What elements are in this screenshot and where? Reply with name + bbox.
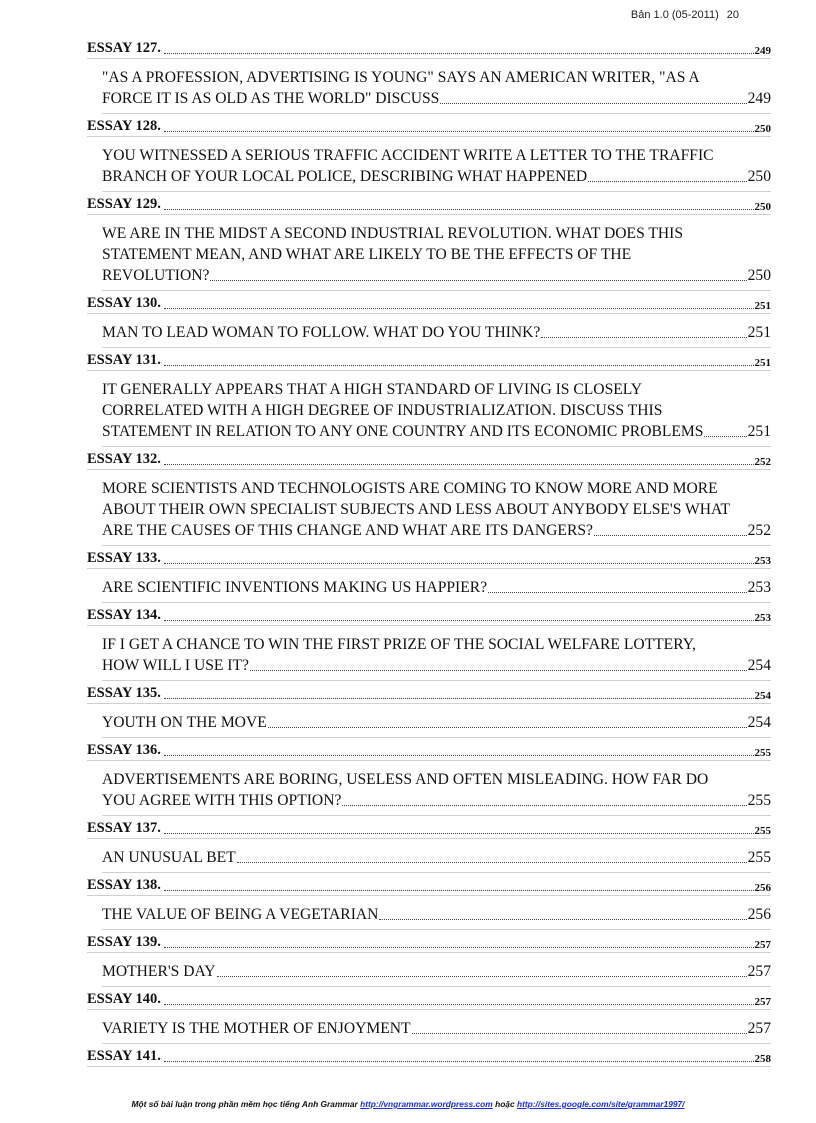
title-line-last (102, 961, 771, 982)
title-page-number: 257 (747, 1020, 771, 1037)
dot-leader (594, 535, 747, 536)
toc-essay-title[interactable] (102, 896, 771, 930)
dot-leader (164, 464, 754, 465)
essay-label: ESSAY 133. (87, 550, 161, 566)
title-page-number: 250 (747, 168, 771, 185)
toc-essay-heading[interactable] (87, 546, 771, 569)
dot-leader (217, 976, 747, 977)
essay-page-number: 250 (754, 123, 771, 135)
dot-leader (164, 209, 754, 210)
title-text: FORCE IT IS AS OLD AS THE WORLD" DISCUSS (102, 90, 440, 107)
title-page-number: 252 (747, 522, 771, 539)
essay-label: ESSAY 135. (87, 685, 161, 701)
dot-leader (164, 131, 754, 132)
essay-label: ESSAY 138. (87, 877, 161, 893)
toc-essay-heading[interactable] (87, 447, 771, 470)
title-text: AN UNUSUAL BET (102, 849, 236, 866)
title-lines (102, 634, 771, 676)
title-line: ADVERTISEMENTS ARE BORING, USELESS AND OFTEN MISLEADING. HOW FAR DO (102, 771, 709, 788)
essay-label: ESSAY 141. (87, 1048, 161, 1064)
title-line-last (102, 166, 771, 187)
toc-essay-title[interactable] (102, 839, 771, 873)
title-lines (102, 67, 771, 109)
title-line-last (102, 790, 771, 811)
essay-page-number: 257 (754, 939, 771, 951)
dot-leader (588, 181, 746, 182)
title-line: "AS A PROFESSION, ADVERTISING IS YOUNG" SAYS AN AMERICAN WRITER, "AS A (102, 69, 700, 86)
essay-label: ESSAY 136. (87, 742, 161, 758)
toc-essay-title[interactable] (102, 371, 771, 447)
title-lines (102, 145, 771, 187)
toc-essay-heading[interactable] (87, 114, 771, 137)
dot-leader (164, 947, 754, 948)
toc-essay-title[interactable] (102, 59, 771, 114)
title-lines (102, 847, 771, 868)
essay-label: ESSAY 130. (87, 295, 161, 311)
toc-essay-title[interactable] (102, 704, 771, 738)
toc-essay-title[interactable] (102, 470, 771, 546)
toc-essay-title[interactable] (102, 314, 771, 348)
title-lines (102, 769, 771, 811)
version-label: Bản 1.0 (05-2011) (630, 9, 719, 21)
page-header (631, 9, 739, 21)
dot-leader (412, 1033, 747, 1034)
essay-label: ESSAY 137. (87, 820, 161, 836)
dot-leader (164, 1004, 754, 1005)
title-line-last (102, 520, 771, 541)
essay-page-number: 251 (754, 300, 771, 312)
title-line: STATEMENT MEAN, AND WHAT ARE LIKELY TO BE THE EFFECTS OF THE (102, 246, 632, 263)
essay-page-number: 257 (754, 996, 771, 1008)
title-line-last (102, 88, 771, 109)
footer-link-wordpress[interactable]: http://vngrammar.wordpress.com (360, 1099, 493, 1109)
toc-essay-heading[interactable] (87, 930, 771, 953)
title-line-last (102, 847, 771, 868)
title-page-number: 256 (747, 906, 771, 923)
title-line-last (102, 712, 771, 733)
title-text: MAN TO LEAD WOMAN TO FOLLOW. WHAT DO YOU THINK? (102, 324, 541, 341)
title-page-number: 250 (747, 267, 771, 284)
title-page-number: 251 (747, 324, 771, 341)
title-line-last (102, 1018, 771, 1039)
toc-essay-heading[interactable] (87, 192, 771, 215)
title-lines (102, 712, 771, 733)
essay-label: ESSAY 140. (87, 991, 161, 1007)
title-text: ARE SCIENTIFIC INVENTIONS MAKING US HAPPIER? (102, 579, 488, 596)
essay-label: ESSAY 132. (87, 451, 161, 467)
dot-leader (164, 890, 754, 891)
toc-essay-heading[interactable] (87, 348, 771, 371)
title-lines (102, 1018, 771, 1039)
essay-label: ESSAY 134. (87, 607, 161, 623)
toc-essay-title[interactable] (102, 626, 771, 681)
title-text: YOUTH ON THE MOVE (102, 714, 267, 731)
title-line-last (102, 265, 771, 286)
essay-label: ESSAY 131. (87, 352, 161, 368)
essay-page-number: 253 (754, 612, 771, 624)
title-page-number: 251 (747, 423, 771, 440)
title-line-last (102, 322, 771, 343)
dot-leader (164, 53, 754, 54)
title-lines (102, 577, 771, 598)
title-page-number: 255 (747, 792, 771, 809)
title-line: WE ARE IN THE MIDST A SECOND INDUSTRIAL REVOLUTION. WHAT DOES THIS (102, 225, 684, 242)
title-page-number: 257 (747, 963, 771, 980)
title-line-last (102, 421, 771, 442)
dot-leader (164, 563, 754, 564)
toc-essay-heading[interactable] (87, 681, 771, 704)
dot-leader (237, 862, 747, 863)
table-of-contents (87, 36, 771, 1067)
essay-page-number: 258 (754, 1053, 771, 1065)
essay-page-number: 250 (754, 201, 771, 213)
dot-leader (488, 592, 747, 593)
essay-label: ESSAY 139. (87, 934, 161, 950)
title-text: VARIETY IS THE MOTHER OF ENJOYMENT (102, 1020, 411, 1037)
footer-text: Một số bài luận trong phần mềm học tiếng Anh Grammar (131, 1099, 361, 1109)
title-text: STATEMENT IN RELATION TO ANY ONE COUNTRY AND ITS ECONOMIC PROBLEMS (102, 423, 704, 440)
dot-leader (164, 755, 754, 756)
title-text: YOU AGREE WITH THIS OPTION? (102, 792, 342, 809)
toc-essay-title[interactable] (102, 953, 771, 987)
title-line: IF I GET A CHANCE TO WIN THE FIRST PRIZE OF THE SOCIAL WELFARE LOTTERY, (102, 636, 696, 653)
title-line-last (102, 655, 771, 676)
essay-page-number: 251 (754, 357, 771, 369)
title-lines (102, 322, 771, 343)
title-text: ARE THE CAUSES OF THIS CHANGE AND WHAT ARE ITS DANGERS? (102, 522, 593, 539)
title-line: YOU WITNESSED A SERIOUS TRAFFIC ACCIDENT WRITE A LETTER TO THE TRAFFIC (102, 147, 714, 164)
essay-page-number: 256 (754, 882, 771, 894)
dot-leader (541, 337, 746, 338)
title-page-number: 255 (747, 849, 771, 866)
toc-essay-heading[interactable] (87, 1044, 771, 1067)
essay-label: ESSAY 129. (87, 196, 161, 212)
title-line: IT GENERALLY APPEARS THAT A HIGH STANDARD OF LIVING IS CLOSELY (102, 381, 642, 398)
dot-leader (164, 698, 754, 699)
toc-essay-heading[interactable] (87, 36, 771, 59)
essay-label: ESSAY 127. (87, 40, 161, 56)
page-footer (0, 1099, 816, 1109)
toc-essay-heading[interactable] (87, 291, 771, 314)
title-line: CORRELATED WITH A HIGH DEGREE OF INDUSTRIALIZATION. DISCUSS THIS (102, 402, 663, 419)
dot-leader (164, 833, 754, 834)
essay-label: ESSAY 128. (87, 118, 161, 134)
toc-essay-heading[interactable] (87, 603, 771, 626)
title-line: MORE SCIENTISTS AND TECHNOLOGISTS ARE COMING TO KNOW MORE AND MORE (102, 480, 718, 497)
toc-essay-heading[interactable] (87, 816, 771, 839)
title-page-number: 254 (747, 657, 771, 674)
dot-leader (342, 805, 746, 806)
title-page-number: 249 (747, 90, 771, 107)
title-lines (102, 478, 771, 541)
footer-link-google-sites[interactable]: http://sites.google.com/site/grammar1997/ (516, 1099, 685, 1109)
dot-leader (164, 1061, 754, 1062)
dot-leader (704, 436, 746, 437)
dot-leader (164, 620, 754, 621)
toc-essay-title[interactable] (102, 1010, 771, 1044)
toc-essay-title[interactable] (102, 569, 771, 603)
essay-page-number: 255 (754, 747, 771, 759)
dot-leader (164, 308, 754, 309)
title-lines (102, 904, 771, 925)
dot-leader (250, 670, 747, 671)
title-line-last (102, 577, 771, 598)
title-text: MOTHER'S DAY (102, 963, 216, 980)
essay-page-number: 255 (754, 825, 771, 837)
essay-page-number: 253 (754, 555, 771, 567)
title-text: REVOLUTION? (102, 267, 210, 284)
toc-essay-heading[interactable] (87, 738, 771, 761)
title-lines (102, 379, 771, 442)
toc-essay-title[interactable] (102, 215, 771, 291)
dot-leader (440, 103, 746, 104)
essay-page-number: 254 (754, 690, 771, 702)
title-text: HOW WILL I USE IT? (102, 657, 249, 674)
toc-essay-heading[interactable] (87, 987, 771, 1010)
dot-leader (268, 727, 747, 728)
title-line-last (102, 904, 771, 925)
toc-essay-title[interactable] (102, 137, 771, 192)
title-page-number: 253 (747, 579, 771, 596)
essay-page-number: 249 (754, 45, 771, 57)
title-text: THE VALUE OF BEING A VEGETARIAN (102, 906, 379, 923)
dot-leader (379, 919, 746, 920)
title-lines (102, 223, 771, 286)
toc-essay-heading[interactable] (87, 873, 771, 896)
toc-essay-title[interactable] (102, 761, 771, 816)
title-text: BRANCH OF YOUR LOCAL POLICE, DESCRIBING WHAT HAPPENED (102, 168, 588, 185)
dot-leader (210, 280, 746, 281)
page-number: 20 (726, 9, 739, 21)
title-page-number: 254 (747, 714, 771, 731)
essay-page-number: 252 (754, 456, 771, 468)
dot-leader (164, 365, 754, 366)
footer-middle-text: hoặc (492, 1099, 517, 1109)
title-line: ABOUT THEIR OWN SPECIALIST SUBJECTS AND LESS ABOUT ANYBODY ELSE'S WHAT (102, 501, 731, 518)
title-lines (102, 961, 771, 982)
